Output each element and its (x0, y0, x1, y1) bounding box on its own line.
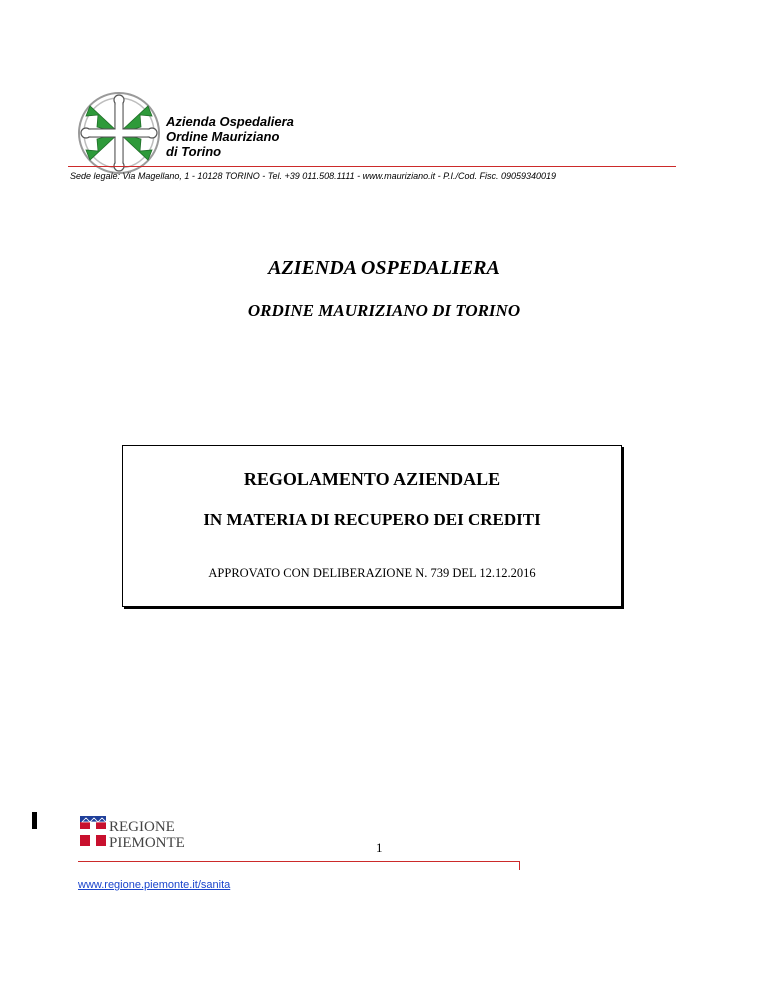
margin-mark (32, 812, 37, 829)
org-name-line-2: Ordine Mauriziano (166, 129, 280, 144)
footer-divider (78, 861, 520, 862)
regione-piemonte-logo (80, 816, 190, 850)
page-number: 1 (376, 840, 383, 855)
regione-logo-line-2: PIEMONTE (109, 835, 185, 850)
footer-divider-hook (519, 861, 520, 870)
header-divider (68, 166, 676, 167)
regulation-box (122, 445, 622, 607)
approval-note: APPROVATO CON DELIBERAZIONE N. 739 DEL 12.12.2016 (208, 566, 536, 580)
regione-logo-line-1: REGIONE (109, 819, 175, 835)
legal-address: Sede legale: Via Magellano, 1 - 10128 TORINO - Tel. +39 011.508.1111 - www.mauriziano.it - P.I./Cod. Fisc. 09059340019 (70, 171, 557, 181)
document-title-line-2: ORDINE MAURIZIANO DI TORINO (247, 301, 521, 320)
regulation-subject: IN MATERIA DI RECUPERO DEI CREDITI (203, 510, 541, 529)
organization-name (166, 114, 294, 159)
org-name-line-1: Azienda Ospedaliera (166, 114, 294, 129)
regione-website-link[interactable]: www.regione.piemonte.it/sanita (78, 879, 231, 891)
mauriziano-cross-icon (76, 90, 162, 176)
document-title-line-1: AZIENDA OSPEDALIERA (268, 257, 500, 279)
org-name-line-3: di Torino (166, 144, 222, 159)
regulation-title: REGOLAMENTO AZIENDALE (243, 469, 501, 489)
